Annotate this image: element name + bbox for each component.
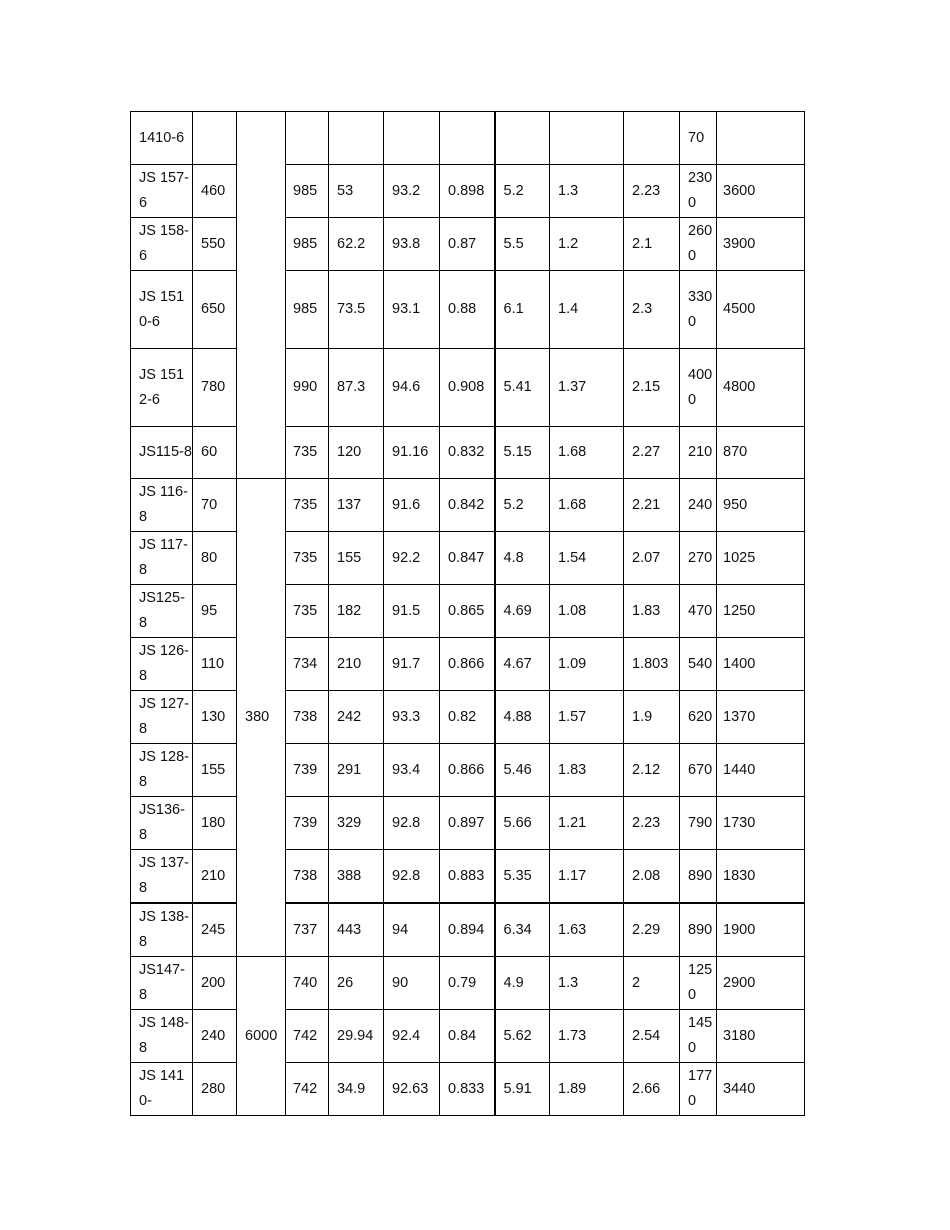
table-row: [131, 638, 805, 691]
max-torque-ratio-cell: 2: [624, 957, 680, 1010]
speed-cell: 739: [286, 744, 329, 797]
efficiency-cell: 91.5: [384, 585, 440, 638]
power-cell: 130: [193, 691, 237, 744]
price-cell: 4500: [717, 271, 805, 349]
speed-cell: 985: [286, 271, 329, 349]
power-factor-cell: 0.88: [440, 271, 495, 349]
max-torque-ratio-cell: 2.27: [624, 427, 680, 479]
max-torque-ratio-cell: 2.23: [624, 797, 680, 850]
motor-spec-table: [130, 111, 805, 1116]
max-torque-ratio-cell: [624, 112, 680, 165]
price-cell: 1900: [717, 903, 805, 957]
table-row: [131, 427, 805, 479]
voltage-cell: 380: [237, 479, 286, 957]
start-current-ratio-cell: 6.1: [495, 271, 550, 349]
power-cell: 95: [193, 585, 237, 638]
start-current-ratio-cell: 4.69: [495, 585, 550, 638]
start-current-ratio-cell: 5.2: [495, 165, 550, 218]
weight-cell: 4000: [680, 349, 717, 427]
table-row: [131, 850, 805, 904]
power-cell: [193, 112, 237, 165]
start-torque-ratio-cell: 1.83: [550, 744, 624, 797]
price-cell: 2900: [717, 957, 805, 1010]
max-torque-ratio-cell: 2.23: [624, 165, 680, 218]
power-factor-cell: 0.908: [440, 349, 495, 427]
power-cell: 70: [193, 479, 237, 532]
price-cell: 3600: [717, 165, 805, 218]
price-cell: 1730: [717, 797, 805, 850]
weight-cell: 670: [680, 744, 717, 797]
weight-cell: 540: [680, 638, 717, 691]
start-torque-ratio-cell: 1.17: [550, 850, 624, 904]
efficiency-cell: 93.3: [384, 691, 440, 744]
power-factor-cell: 0.847: [440, 532, 495, 585]
weight-cell: 1770: [680, 1063, 717, 1116]
model-cell: JS 138-8: [131, 903, 193, 957]
current-cell: 62.2: [329, 218, 384, 271]
speed-cell: 738: [286, 691, 329, 744]
start-torque-ratio-cell: 1.37: [550, 349, 624, 427]
power-cell: 460: [193, 165, 237, 218]
price-cell: 1400: [717, 638, 805, 691]
start-current-ratio-cell: 5.35: [495, 850, 550, 904]
start-current-ratio-cell: 5.91: [495, 1063, 550, 1116]
power-cell: 60: [193, 427, 237, 479]
power-cell: 200: [193, 957, 237, 1010]
price-cell: 3440: [717, 1063, 805, 1116]
table-row: [131, 112, 805, 165]
efficiency-cell: 90: [384, 957, 440, 1010]
speed-cell: 990: [286, 349, 329, 427]
power-cell: 550: [193, 218, 237, 271]
power-cell: 650: [193, 271, 237, 349]
current-cell: 53: [329, 165, 384, 218]
start-torque-ratio-cell: 1.68: [550, 479, 624, 532]
model-cell: JS 128-8: [131, 744, 193, 797]
speed-cell: 735: [286, 532, 329, 585]
table-row: [131, 271, 805, 349]
power-factor-cell: 0.87: [440, 218, 495, 271]
current-cell: 291: [329, 744, 384, 797]
price-cell: 950: [717, 479, 805, 532]
start-torque-ratio-cell: 1.68: [550, 427, 624, 479]
start-current-ratio-cell: 5.62: [495, 1010, 550, 1063]
max-torque-ratio-cell: 2.07: [624, 532, 680, 585]
model-cell: JS 116-8: [131, 479, 193, 532]
start-torque-ratio-cell: 1.54: [550, 532, 624, 585]
model-cell: JS 1512-6: [131, 349, 193, 427]
max-torque-ratio-cell: 1.83: [624, 585, 680, 638]
efficiency-cell: 93.8: [384, 218, 440, 271]
weight-cell: 3300: [680, 271, 717, 349]
weight-cell: 890: [680, 850, 717, 904]
table-row: [131, 1063, 805, 1116]
start-current-ratio-cell: [495, 112, 550, 165]
speed-cell: 740: [286, 957, 329, 1010]
start-current-ratio-cell: 4.88: [495, 691, 550, 744]
start-torque-ratio-cell: 1.21: [550, 797, 624, 850]
price-cell: 1250: [717, 585, 805, 638]
max-torque-ratio-cell: 1.803: [624, 638, 680, 691]
speed-cell: 737: [286, 903, 329, 957]
max-torque-ratio-cell: 2.29: [624, 903, 680, 957]
max-torque-ratio-cell: 2.15: [624, 349, 680, 427]
power-cell: 155: [193, 744, 237, 797]
start-torque-ratio-cell: 1.3: [550, 957, 624, 1010]
power-cell: 780: [193, 349, 237, 427]
table-row: [131, 165, 805, 218]
power-cell: 240: [193, 1010, 237, 1063]
price-cell: 1025: [717, 532, 805, 585]
current-cell: 137: [329, 479, 384, 532]
start-current-ratio-cell: 5.66: [495, 797, 550, 850]
model-cell: JS 148-8: [131, 1010, 193, 1063]
power-factor-cell: 0.865: [440, 585, 495, 638]
current-cell: 120: [329, 427, 384, 479]
speed-cell: [286, 112, 329, 165]
document-page: [130, 111, 805, 1116]
max-torque-ratio-cell: 2.12: [624, 744, 680, 797]
max-torque-ratio-cell: 2.08: [624, 850, 680, 904]
weight-cell: 1250: [680, 957, 717, 1010]
speed-cell: 735: [286, 585, 329, 638]
current-cell: 29.94: [329, 1010, 384, 1063]
speed-cell: 985: [286, 218, 329, 271]
power-factor-cell: 0.898: [440, 165, 495, 218]
table-row: [131, 797, 805, 850]
speed-cell: 738: [286, 850, 329, 904]
max-torque-ratio-cell: 2.54: [624, 1010, 680, 1063]
weight-cell: 240: [680, 479, 717, 532]
table-row: [131, 532, 805, 585]
model-cell: JS 157-6: [131, 165, 193, 218]
speed-cell: 734: [286, 638, 329, 691]
efficiency-cell: 92.8: [384, 850, 440, 904]
price-cell: 3180: [717, 1010, 805, 1063]
model-cell: JS115-8: [131, 427, 193, 479]
efficiency-cell: 93.2: [384, 165, 440, 218]
model-cell: JS125-8: [131, 585, 193, 638]
efficiency-cell: 91.7: [384, 638, 440, 691]
current-cell: 26: [329, 957, 384, 1010]
current-cell: 443: [329, 903, 384, 957]
model-cell: JS 126-8: [131, 638, 193, 691]
table-row: [131, 585, 805, 638]
current-cell: 210: [329, 638, 384, 691]
power-factor-cell: 0.894: [440, 903, 495, 957]
start-current-ratio-cell: 5.41: [495, 349, 550, 427]
start-current-ratio-cell: 4.67: [495, 638, 550, 691]
speed-cell: 735: [286, 479, 329, 532]
price-cell: 1830: [717, 850, 805, 904]
start-torque-ratio-cell: 1.73: [550, 1010, 624, 1063]
model-cell: JS147-8: [131, 957, 193, 1010]
current-cell: 242: [329, 691, 384, 744]
weight-cell: 70: [680, 112, 717, 165]
weight-cell: 890: [680, 903, 717, 957]
power-factor-cell: 0.84: [440, 1010, 495, 1063]
weight-cell: 470: [680, 585, 717, 638]
current-cell: 73.5: [329, 271, 384, 349]
speed-cell: 742: [286, 1063, 329, 1116]
power-factor-cell: 0.79: [440, 957, 495, 1010]
power-factor-cell: 0.82: [440, 691, 495, 744]
power-factor-cell: 0.842: [440, 479, 495, 532]
model-cell: JS 127-8: [131, 691, 193, 744]
efficiency-cell: 94.6: [384, 349, 440, 427]
efficiency-cell: [384, 112, 440, 165]
efficiency-cell: 91.6: [384, 479, 440, 532]
power-factor-cell: 0.866: [440, 638, 495, 691]
weight-cell: 2300: [680, 165, 717, 218]
current-cell: 155: [329, 532, 384, 585]
efficiency-cell: 92.4: [384, 1010, 440, 1063]
power-factor-cell: 0.832: [440, 427, 495, 479]
power-cell: 245: [193, 903, 237, 957]
start-torque-ratio-cell: 1.2: [550, 218, 624, 271]
power-cell: 210: [193, 850, 237, 904]
current-cell: 87.3: [329, 349, 384, 427]
current-cell: [329, 112, 384, 165]
power-factor-cell: 0.883: [440, 850, 495, 904]
weight-cell: 1450: [680, 1010, 717, 1063]
price-cell: [717, 112, 805, 165]
start-current-ratio-cell: 5.2: [495, 479, 550, 532]
efficiency-cell: 93.4: [384, 744, 440, 797]
max-torque-ratio-cell: 2.66: [624, 1063, 680, 1116]
start-torque-ratio-cell: 1.4: [550, 271, 624, 349]
model-cell: JS 1510-6: [131, 271, 193, 349]
price-cell: 3900: [717, 218, 805, 271]
model-cell: JS 158-6: [131, 218, 193, 271]
model-cell: JS 1410-: [131, 1063, 193, 1116]
power-factor-cell: [440, 112, 495, 165]
power-cell: 180: [193, 797, 237, 850]
power-cell: 80: [193, 532, 237, 585]
model-cell: JS 137-8: [131, 850, 193, 904]
price-cell: 870: [717, 427, 805, 479]
start-torque-ratio-cell: 1.57: [550, 691, 624, 744]
start-torque-ratio-cell: 1.09: [550, 638, 624, 691]
weight-cell: 210: [680, 427, 717, 479]
efficiency-cell: 94: [384, 903, 440, 957]
voltage-cell: 6000: [237, 957, 286, 1116]
start-torque-ratio-cell: 1.89: [550, 1063, 624, 1116]
start-torque-ratio-cell: 1.63: [550, 903, 624, 957]
model-cell: JS136-8: [131, 797, 193, 850]
efficiency-cell: 93.1: [384, 271, 440, 349]
speed-cell: 735: [286, 427, 329, 479]
price-cell: 4800: [717, 349, 805, 427]
table-row: [131, 957, 805, 1010]
current-cell: 329: [329, 797, 384, 850]
weight-cell: 2600: [680, 218, 717, 271]
efficiency-cell: 92.2: [384, 532, 440, 585]
voltage-cell: [237, 112, 286, 479]
current-cell: 182: [329, 585, 384, 638]
power-factor-cell: 0.833: [440, 1063, 495, 1116]
table-row: [131, 218, 805, 271]
max-torque-ratio-cell: 1.9: [624, 691, 680, 744]
start-current-ratio-cell: 5.5: [495, 218, 550, 271]
start-current-ratio-cell: 5.46: [495, 744, 550, 797]
power-factor-cell: 0.897: [440, 797, 495, 850]
speed-cell: 739: [286, 797, 329, 850]
max-torque-ratio-cell: 2.21: [624, 479, 680, 532]
model-cell: JS 117-8: [131, 532, 193, 585]
price-cell: 1440: [717, 744, 805, 797]
max-torque-ratio-cell: 2.3: [624, 271, 680, 349]
speed-cell: 742: [286, 1010, 329, 1063]
start-current-ratio-cell: 5.15: [495, 427, 550, 479]
table-row: [131, 1010, 805, 1063]
start-torque-ratio-cell: [550, 112, 624, 165]
start-current-ratio-cell: 6.34: [495, 903, 550, 957]
power-cell: 110: [193, 638, 237, 691]
current-cell: 34.9: [329, 1063, 384, 1116]
table-row: [131, 903, 805, 957]
start-current-ratio-cell: 4.8: [495, 532, 550, 585]
table-row: [131, 349, 805, 427]
table-row: [131, 479, 805, 532]
max-torque-ratio-cell: 2.1: [624, 218, 680, 271]
weight-cell: 620: [680, 691, 717, 744]
current-cell: 388: [329, 850, 384, 904]
start-current-ratio-cell: 4.9: [495, 957, 550, 1010]
power-factor-cell: 0.866: [440, 744, 495, 797]
efficiency-cell: 92.8: [384, 797, 440, 850]
start-torque-ratio-cell: 1.3: [550, 165, 624, 218]
power-cell: 280: [193, 1063, 237, 1116]
price-cell: 1370: [717, 691, 805, 744]
table-row: [131, 691, 805, 744]
efficiency-cell: 91.16: [384, 427, 440, 479]
weight-cell: 270: [680, 532, 717, 585]
efficiency-cell: 92.63: [384, 1063, 440, 1116]
model-cell: 1410-6: [131, 112, 193, 165]
table-row: [131, 744, 805, 797]
weight-cell: 790: [680, 797, 717, 850]
speed-cell: 985: [286, 165, 329, 218]
start-torque-ratio-cell: 1.08: [550, 585, 624, 638]
